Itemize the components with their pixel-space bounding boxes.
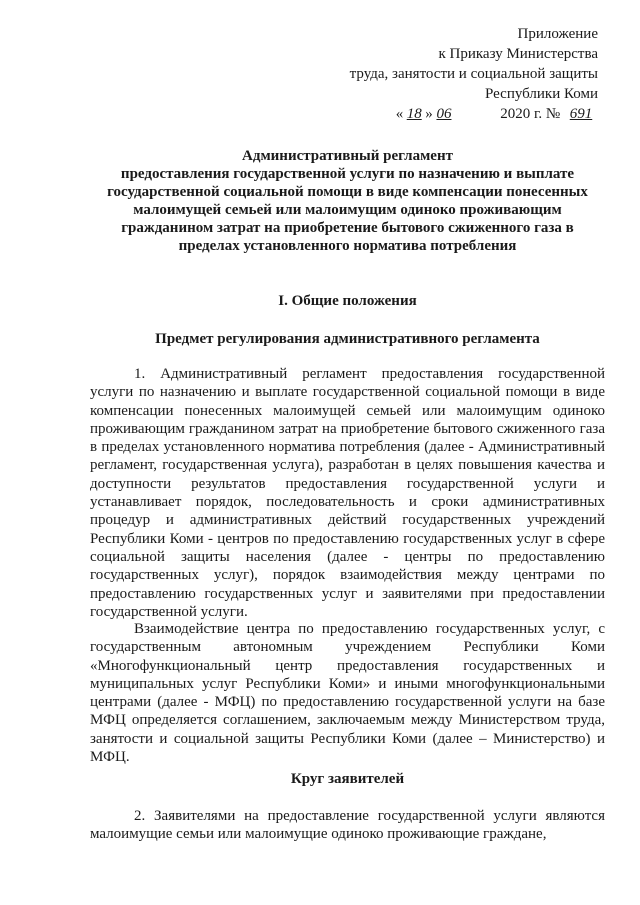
title-line: малоимущей семьей или малоимущим одиноко проживающим — [133, 202, 562, 218]
date-quote-open: « — [395, 106, 404, 122]
paragraph: 2. Заявителями на предоставление государственной услуги являются малоимущие семьи или малоимущие одиноко проживающие граждане, — [90, 808, 605, 843]
date-day-handwritten: 18 — [406, 106, 422, 122]
title-line: гражданином затрат на приобретение бытового сжиженного газа в — [121, 220, 574, 236]
approval-header — [350, 24, 598, 124]
title-line: пределах установленного норматива потребления — [178, 238, 517, 254]
title-line: Административный регламент — [242, 148, 453, 164]
header-line: к Приказу Министерства — [438, 46, 598, 62]
paragraph: Взаимодействие центра по предоставлению государственных услуг, с государственным автономным учреждением Республики Коми «Многофункциональный центр предоставления государственных и муниципальных услуг Республики Коми» и иными многофункциональными центрами (далее - МФЦ) по предоставлению государственной услуги на базе МФЦ определяется соглашением, заключаемым между Министерством труда, занятости и социальной защиты Республики Коми (далее – Министерство) и МФЦ. — [90, 621, 605, 766]
section-heading: I. Общие положения — [278, 293, 417, 309]
document-title — [90, 147, 605, 255]
header-line: Республики Коми — [485, 86, 598, 102]
subsection-heading: Предмет регулирования административного регламента — [155, 331, 540, 347]
order-date-line — [350, 104, 598, 124]
paragraph: 1. Административный регламент предоставления государственной услуги по назначению и выплате государственной социальной помощи в виде компенсации понесенных малоимущей семьей или малоимущим одиноко проживающим гражданином затрат на приобретение бытового сжиженного газа в пределах установленного норматива потребления (далее - Административный регламент, государственная услуга), разработан в целях повышения качества и доступности результатов предоставления государственной услуги и устанавливает порядок, последовательность и сроки административных процедур и административных действий государственных учреждений Республики Коми - центров по предоставлению государственных услуг в сфере социальной защиты населения (далее - центры по предоставлению государственных услуг), порядок взаимодействия между центрами по предоставлению государственных услуг и заявителями при предоставлении государственной услуги. — [90, 366, 605, 620]
header-line: Приложение — [517, 26, 598, 42]
date-year-number-label: 2020 г. № — [500, 106, 561, 122]
title-line: предоставления государственной услуги по назначению и выплате — [120, 166, 575, 182]
order-number-handwritten: 691 — [569, 106, 593, 122]
date-quote-close: » — [425, 106, 433, 122]
subsection-heading: Круг заявителей — [290, 771, 405, 787]
title-line: государственной социальной помощи в виде компенсации понесенных — [107, 184, 588, 200]
header-line: труда, занятости и социальной защиты — [349, 66, 598, 82]
date-month-handwritten: 06 — [436, 106, 452, 122]
